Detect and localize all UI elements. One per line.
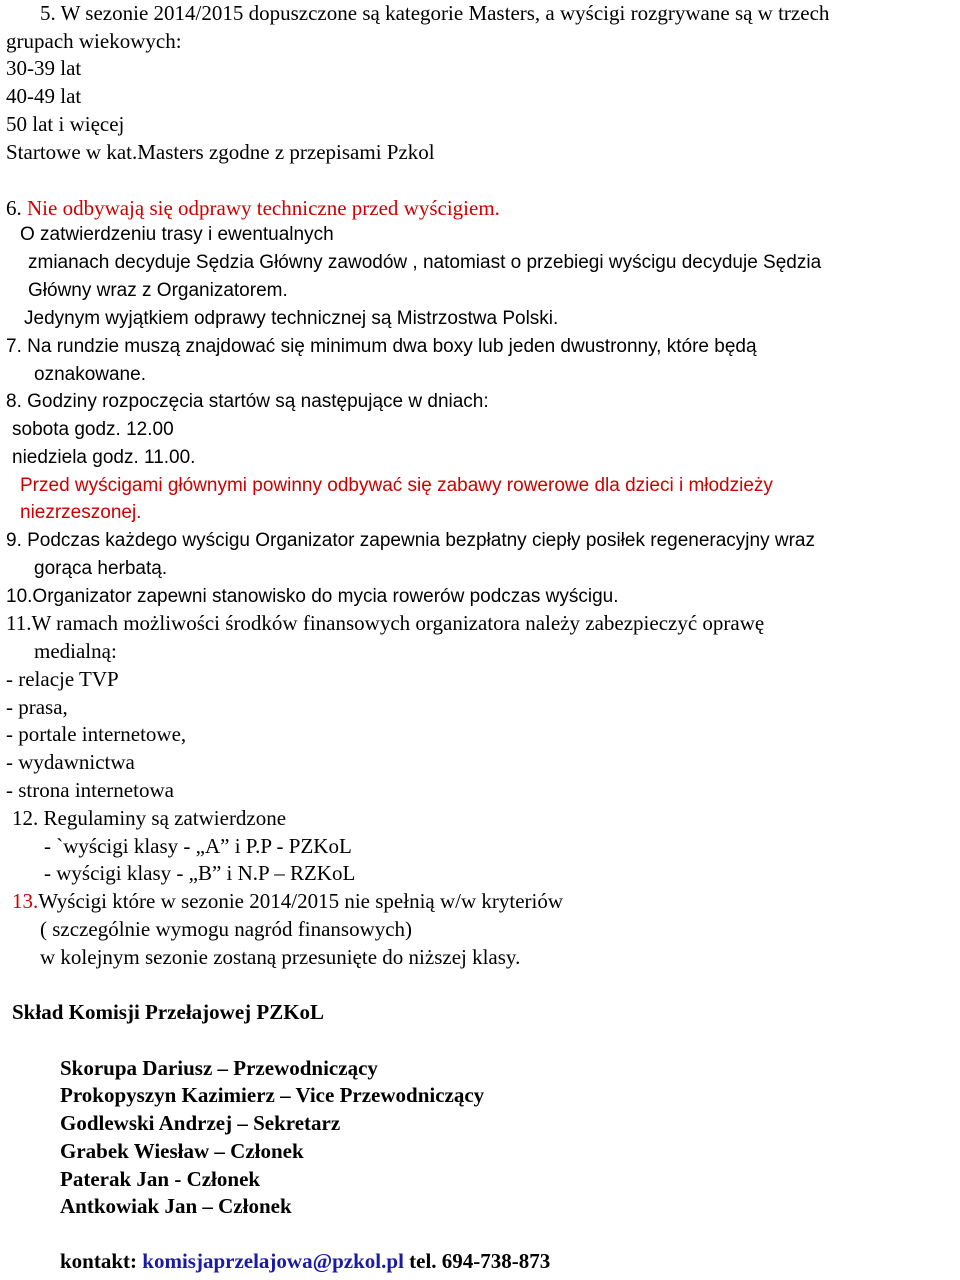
age-group-50-plus: 50 lat i więcej — [6, 112, 125, 136]
section-6-number: 6. — [6, 196, 27, 220]
committee-member-grabek: Grabek Wiesław – Członek — [60, 1139, 304, 1163]
saturday-start-time: sobota godz. 12.00 — [12, 419, 174, 440]
section-8-line-1: 8. Godziny rozpoczęcia startów są następujące w dniach: — [6, 391, 489, 412]
section-11-line-2: medialną: — [34, 639, 117, 663]
section-6-line-3: zmianach decyduje Sędzia Główny zawodów , natomiast o przebiegi wyścigu decyduje Sędzia — [28, 252, 822, 273]
class-a-regulation: - `wyścigi klasy - „A” i P.P - PZKoL — [44, 834, 352, 858]
section-5-line-1: 5. W sezonie 2014/2015 dopuszczone są kategorie Masters, a wyścigi rozgrywane są w trzech — [40, 1, 830, 25]
section-6-line-2: O zatwierdzeniu trasy i ewentualnych — [20, 224, 334, 245]
section-13-text: Wyścigi które w sezonie 2014/2015 nie spełnią w/w kryteriów — [38, 889, 564, 913]
masters-starts-note: Startowe w kat.Masters zgodne z przepisami Pzkol — [6, 140, 435, 164]
section-6-line-5: Jedynym wyjątkiem odprawy technicznej są Mistrzostwa Polski. — [24, 308, 559, 329]
age-group-40-49: 40-49 lat — [6, 84, 82, 108]
section-7-line-1: 7. Na rundzie muszą znajdować się minimum dwa boxy lub jeden dwustronny, które będą — [6, 336, 757, 357]
section-13-line-1 — [12, 888, 563, 914]
media-item-tvp: - relacje TVP — [6, 667, 119, 691]
section-10-line-1: 10.Organizator zapewni stanowisko do mycia rowerów podczas wyścigu. — [6, 586, 619, 607]
committee-member-secretary: Godlewski Andrzej – Sekretarz — [60, 1111, 341, 1135]
section-5-line-2: grupach wiekowych: — [6, 29, 182, 53]
section-9-line-1: 9. Podczas każdego wyścigu Organizator zapewnia bezpłatny ciepły posiłek regeneracyjny wraz — [6, 530, 815, 551]
class-b-regulation: - wyścigi klasy - „B” i N.P – RZKoL — [44, 861, 356, 885]
children-races-note-line-1: Przed wyścigami głównymi powinny odbywać się zabawy rowerowe dla dzieci i młodzieży — [20, 475, 773, 496]
section-12-line-1: 12. Regulaminy są zatwierdzone — [12, 806, 287, 830]
section-11-line-1: 11.W ramach możliwości środków finansowych organizatora należy zabezpieczyć oprawę — [6, 611, 765, 635]
committee-member-paterak: Paterak Jan - Członek — [60, 1167, 261, 1191]
sunday-start-time: niedziela godz. 11.00. — [12, 447, 196, 468]
media-item-press: - prasa, — [6, 695, 68, 719]
section-6-red-text: Nie odbywają się odprawy techniczne przed wyścigiem. — [27, 196, 500, 220]
committee-member-antkowiak: Antkowiak Jan – Członek — [60, 1194, 292, 1218]
children-races-note-line-2: niezrzeszonej. — [20, 502, 142, 523]
media-item-publications: - wydawnictwa — [6, 750, 135, 774]
section-6-line-4: Główny wraz z Organizatorem. — [28, 280, 288, 301]
age-group-30-39: 30-39 lat — [6, 56, 82, 80]
section-6-line-1 — [6, 195, 500, 221]
contact-email-link[interactable]: komisjaprzelajowa@pzkol.pl — [142, 1249, 404, 1273]
section-13-number: 13. — [12, 889, 39, 913]
section-13-line-2: ( szczególnie wymogu nagród finansowych) — [40, 917, 413, 941]
contact-phone: tel. 694-738-873 — [403, 1249, 551, 1273]
committee-member-vice-chair: Prokopyszyn Kazimierz – Vice Przewodniczący — [60, 1083, 485, 1107]
contact-label: kontakt: — [60, 1249, 143, 1273]
section-13-line-3: w kolejnym sezonie zostaną przesunięte do niższej klasy. — [40, 945, 521, 969]
media-item-website: - strona internetowa — [6, 778, 174, 802]
section-7-line-2: oznakowane. — [34, 364, 146, 385]
contact-line — [60, 1248, 550, 1274]
committee-heading: Skład Komisji Przełajowej PZKoL — [12, 1000, 325, 1024]
media-item-portals: - portale internetowe, — [6, 722, 187, 746]
section-9-line-2: gorąca herbatą. — [34, 558, 168, 579]
committee-member-chair: Skorupa Dariusz – Przewodniczący — [60, 1056, 378, 1080]
